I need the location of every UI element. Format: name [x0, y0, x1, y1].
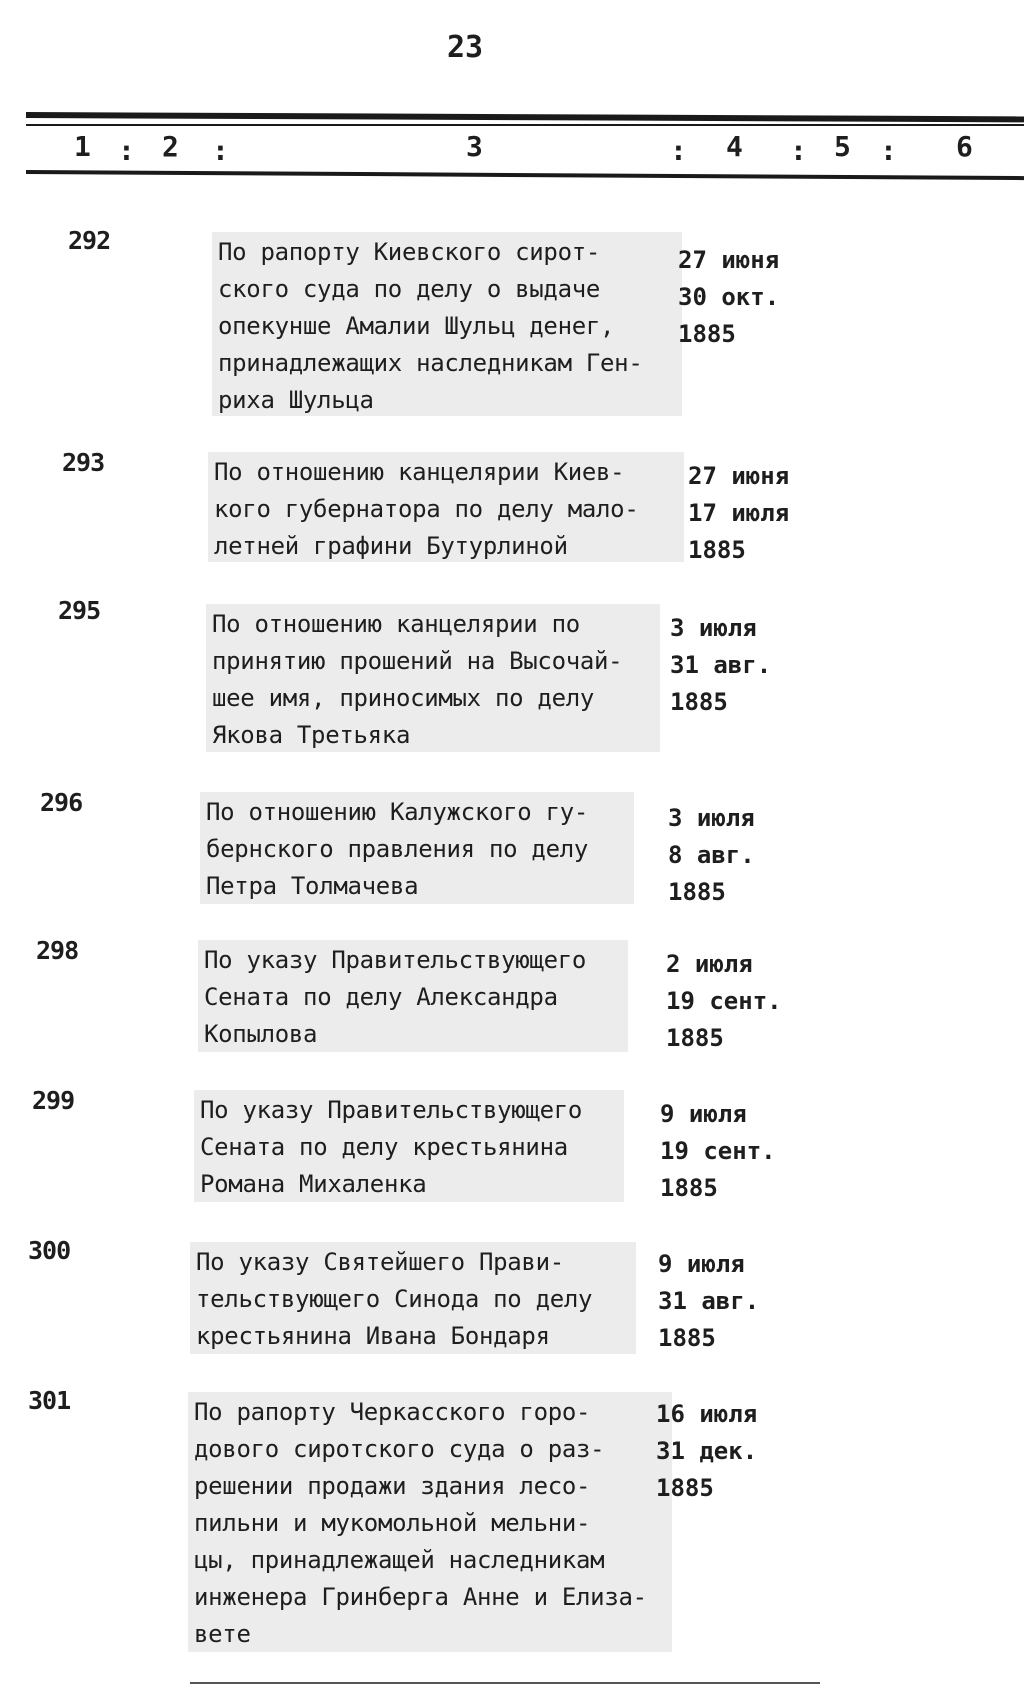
entry-dates	[688, 458, 789, 569]
description-line: По рапорту Киевского сирот-	[218, 238, 601, 266]
description-line: принадлежащих наследникам Ген-	[218, 349, 643, 377]
date-year: 1885	[678, 320, 736, 348]
date-end: 17 июля	[688, 499, 790, 527]
description-line: кого губернатора по делу мало-	[214, 495, 639, 523]
column-separator: :	[670, 134, 687, 167]
date-start: 9 июля	[658, 1250, 745, 1278]
description-line: По указу Святейшего Прави-	[196, 1248, 564, 1276]
description-line: вете	[194, 1620, 251, 1648]
entry-number: 295	[58, 596, 101, 625]
date-year: 1885	[668, 878, 726, 906]
date-end: 31 дек.	[656, 1437, 758, 1465]
description-line: Сената по делу Александра	[204, 983, 558, 1011]
description-line: решении продажи здания лесо-	[194, 1472, 591, 1500]
date-end: 19 сент.	[660, 1137, 776, 1165]
column-separator: :	[880, 134, 897, 167]
entry-description	[190, 1242, 636, 1354]
date-end: 30 окт.	[678, 283, 780, 311]
column-header-5: 5	[834, 130, 851, 163]
description-line: инженера Гринберга Анне и Елиза-	[194, 1583, 647, 1611]
description-line: Сената по делу крестьянина	[200, 1133, 568, 1161]
column-header-6: 6	[956, 130, 973, 163]
header-top-rule	[26, 112, 1024, 122]
date-start: 27 июня	[678, 246, 780, 274]
entry-dates	[670, 610, 771, 721]
column-separator: :	[118, 134, 135, 167]
entry-number: 296	[40, 788, 83, 817]
date-year: 1885	[656, 1474, 714, 1502]
entry-description	[212, 232, 682, 416]
header-top-rule-thin	[26, 124, 1024, 126]
description-line: Петра Толмачева	[206, 872, 419, 900]
date-year: 1885	[658, 1324, 716, 1352]
description-line: По отношению канцелярии Киев-	[214, 458, 625, 486]
entry-description	[200, 792, 634, 904]
description-line: летней графини Бутурлиной	[214, 532, 568, 560]
column-header-2: 2	[162, 130, 179, 163]
date-end: 31 авг.	[658, 1287, 760, 1315]
description-line: По отношению Калужского гу-	[206, 798, 589, 826]
description-line: принятию прошений на Высочай-	[212, 647, 623, 675]
entry-description	[198, 940, 628, 1052]
entry-description	[188, 1392, 672, 1652]
entry-number: 301	[28, 1386, 71, 1415]
description-line: крестьянина Ивана Бондаря	[196, 1322, 550, 1350]
description-line: опекунше Амалии Шульц денег,	[218, 312, 615, 340]
column-header-1: 1	[74, 130, 91, 163]
entry-dates	[666, 946, 782, 1057]
entry-dates	[678, 242, 779, 353]
entry-description	[208, 452, 684, 562]
description-line: По указу Правительствующего	[200, 1096, 583, 1124]
column-separator: :	[212, 134, 229, 167]
column-separator: :	[790, 134, 807, 167]
description-line: бернского правления по делу	[206, 835, 589, 863]
column-header-row	[0, 130, 1024, 170]
description-line: Романа Михаленка	[200, 1170, 427, 1198]
entry-number: 298	[36, 936, 79, 965]
entry-dates	[668, 800, 755, 911]
date-start: 3 июля	[668, 804, 755, 832]
date-start: 2 июля	[666, 950, 753, 978]
date-start: 3 июля	[670, 614, 757, 642]
entry-number: 300	[28, 1236, 71, 1265]
date-end: 19 сент.	[666, 987, 782, 1015]
description-line: По указу Правительствующего	[204, 946, 587, 974]
description-line: цы, принадлежащей наследникам	[194, 1546, 605, 1574]
column-header-3: 3	[466, 130, 483, 163]
description-line: По отношению канцелярии по	[212, 610, 580, 638]
entry-dates	[660, 1096, 776, 1207]
header-bottom-rule	[26, 170, 1024, 180]
date-year: 1885	[660, 1174, 718, 1202]
description-line: Копылова	[204, 1020, 318, 1048]
description-line: риха Шульца	[218, 386, 374, 414]
description-line: По рапорту Черкасского горо-	[194, 1398, 591, 1426]
description-line: шее имя, приносимых по делу	[212, 684, 595, 712]
entry-number: 299	[32, 1086, 75, 1115]
description-line: ского суда по делу о выдаче	[218, 275, 601, 303]
footer-rule	[190, 1682, 820, 1684]
entry-number: 293	[62, 448, 105, 477]
entry-description	[206, 604, 660, 752]
date-start: 27 июня	[688, 462, 790, 490]
entry-description	[194, 1090, 624, 1202]
date-end: 8 авг.	[668, 841, 755, 869]
date-start: 16 июля	[656, 1400, 758, 1428]
page-number: 23	[446, 30, 484, 65]
date-start: 9 июля	[660, 1100, 747, 1128]
date-year: 1885	[666, 1024, 724, 1052]
entry-dates	[656, 1396, 757, 1507]
description-line: пильни и мукомольной мельни-	[194, 1509, 591, 1537]
date-end: 31 авг.	[670, 651, 772, 679]
date-year: 1885	[688, 536, 746, 564]
description-line: Якова Третьяка	[212, 721, 411, 749]
column-header-4: 4	[726, 130, 743, 163]
date-year: 1885	[670, 688, 728, 716]
entry-dates	[658, 1246, 759, 1357]
description-line: тельствующего Синода по делу	[196, 1285, 593, 1313]
entry-number: 292	[68, 226, 111, 255]
description-line: дового сиротского суда о раз-	[194, 1435, 605, 1463]
